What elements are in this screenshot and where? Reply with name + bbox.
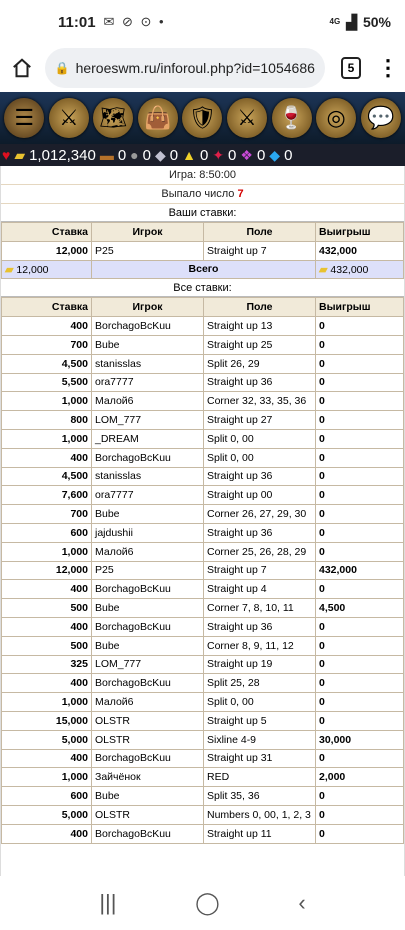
table-row	[2, 542, 404, 561]
bet-amount: 400	[2, 674, 92, 693]
notification-icons: ✉ ⊘ ⊙ •	[103, 14, 166, 29]
bet-amount: 400	[2, 824, 92, 843]
player-name[interactable]: Bube	[92, 787, 204, 806]
winnings: 432,000	[316, 561, 404, 580]
bet-amount: 500	[2, 599, 92, 618]
player-name[interactable]: BorchagoBcKuu	[92, 580, 204, 599]
bet-amount: 4,500	[2, 467, 92, 486]
winnings: 0	[316, 787, 404, 806]
table-row	[2, 241, 404, 260]
mercury-icon: ◆	[154, 146, 166, 163]
table-row	[2, 467, 404, 486]
table-row	[2, 599, 404, 618]
bet-amount: 15,000	[2, 711, 92, 730]
winnings: 0	[316, 580, 404, 599]
warrior-icon[interactable]: ⚔	[49, 98, 89, 138]
table-row	[2, 448, 404, 467]
status-time: 11:01	[58, 13, 96, 31]
winnings: 0	[316, 411, 404, 430]
bet-field: Straight up 36	[204, 523, 316, 542]
player-name[interactable]: Bube	[92, 335, 204, 354]
winnings: 0	[316, 749, 404, 768]
shield-icon[interactable]: 🛡	[182, 98, 222, 138]
winnings: 0	[316, 373, 404, 392]
gems-icon: ❖	[240, 146, 253, 163]
battery-level: 50%	[362, 14, 391, 30]
bet-field: Straight up 27	[204, 411, 316, 430]
table-row	[2, 505, 404, 524]
sulfur-icon: ▲	[182, 147, 196, 163]
column-header: Игрок	[92, 298, 204, 317]
total-win-value: 432,000	[330, 263, 369, 276]
swords-icon[interactable]: ⚔	[227, 98, 267, 138]
bet-amount: 400	[2, 617, 92, 636]
menu-icon[interactable]: ☰	[4, 98, 44, 138]
wood-icon: ▬	[99, 147, 114, 163]
bet-amount: 5,000	[2, 730, 92, 749]
table-row	[2, 824, 404, 843]
player-name[interactable]: jajdushii	[92, 523, 204, 542]
bet-amount: 700	[2, 505, 92, 524]
winnings: 0	[316, 335, 404, 354]
resource-value: 0	[169, 146, 179, 164]
winnings: 2,000	[316, 768, 404, 787]
resource-value: 0	[228, 146, 237, 164]
roulette-icon[interactable]: ◎	[316, 98, 356, 138]
table-row	[2, 693, 404, 712]
player-name[interactable]: ora7777	[92, 373, 204, 392]
back-icon[interactable]: ‹	[298, 890, 306, 915]
player-name[interactable]: BorchagoBcKuu	[92, 448, 204, 467]
bet-field: Straight up 19	[204, 655, 316, 674]
bet-amount: 7,600	[2, 486, 92, 505]
address-bar[interactable]	[45, 48, 325, 88]
bet-field: Straight up 00	[204, 486, 316, 505]
player-name[interactable]: BorchagoBcKuu	[92, 749, 204, 768]
player-name[interactable]: OLSTR	[92, 730, 204, 749]
bet-field: Corner 25, 26, 28, 29	[204, 542, 316, 561]
winnings: 0	[316, 711, 404, 730]
bet-amount: 600	[2, 523, 92, 542]
map-icon[interactable]: 🗺	[93, 98, 133, 138]
my-bets-table	[1, 222, 404, 279]
bet-field: RED	[204, 768, 316, 787]
bet-field: Straight up 7	[204, 241, 316, 260]
gold-icon: ▰	[319, 263, 328, 276]
table-row	[2, 655, 404, 674]
player-name[interactable]: Малой6	[92, 542, 204, 561]
winnings: 0	[316, 486, 404, 505]
table-row	[2, 335, 404, 354]
gold-icon: ▰	[5, 263, 14, 276]
player-name[interactable]: Bube	[92, 599, 204, 618]
bet-amount: 400	[2, 749, 92, 768]
resource-value: 0	[256, 146, 266, 164]
winnings: 0	[316, 354, 404, 373]
column-header: Поле	[204, 223, 316, 242]
bet-field: Straight up 4	[204, 580, 316, 599]
bet-field: Split 35, 36	[204, 787, 316, 806]
winnings: 0	[316, 655, 404, 674]
bet-field: Straight up 36	[204, 467, 316, 486]
game-nav-bar	[0, 92, 405, 144]
winnings: 4,500	[316, 599, 404, 618]
winnings: 0	[316, 448, 404, 467]
bet-field: Split 26, 29	[204, 354, 316, 373]
bet-amount: 500	[2, 636, 92, 655]
game-time: Игра: 8:50:00	[1, 166, 404, 185]
column-header: Поле	[204, 298, 316, 317]
heart-icon: ♥	[2, 147, 11, 163]
total-win	[316, 260, 404, 279]
player-name[interactable]: BorchagoBcKuu	[92, 674, 204, 693]
browser-menu-icon[interactable]: ⋮	[377, 55, 399, 80]
bet-amount: 5,000	[2, 805, 92, 824]
lock-icon: 🔒	[54, 61, 70, 75]
total-stake	[2, 260, 92, 279]
bet-field: Straight up 13	[204, 317, 316, 336]
player-name[interactable]: Bube	[92, 636, 204, 655]
status-bar	[0, 0, 405, 44]
bet-amount: 400	[2, 317, 92, 336]
resource-value: 0	[117, 146, 127, 164]
bet-field: Split 0, 00	[204, 448, 316, 467]
winnings: 0	[316, 467, 404, 486]
table-row	[2, 411, 404, 430]
winnings: 0	[316, 674, 404, 693]
android-nav-bar	[0, 876, 405, 930]
winnings: 0	[316, 805, 404, 824]
bet-field: Corner 26, 27, 29, 30	[204, 505, 316, 524]
all-bets-title: Все ставки:	[1, 279, 404, 297]
status-right	[330, 14, 391, 31]
total-row	[2, 260, 404, 279]
bet-amount: 800	[2, 411, 92, 430]
winnings: 0	[316, 636, 404, 655]
player-name[interactable]: BorchagoBcKuu	[92, 317, 204, 336]
bet-field: Split 0, 00	[204, 693, 316, 712]
crystal-icon: ✦	[212, 146, 225, 163]
player-name[interactable]: _DREAM	[92, 429, 204, 448]
bet-field: Corner 7, 8, 10, 11	[204, 599, 316, 618]
player-name[interactable]: Зайчёнок	[92, 768, 204, 787]
winnings: 0	[316, 429, 404, 448]
column-header: Ставка	[2, 298, 92, 317]
table-row	[2, 805, 404, 824]
signal-icon: ▟	[346, 13, 357, 30]
winnings: 0	[316, 542, 404, 561]
table-row	[2, 486, 404, 505]
bet-field: Straight up 5	[204, 711, 316, 730]
total-stake-value: 12,000	[16, 263, 49, 276]
ore-icon: ●	[130, 147, 139, 163]
tavern-icon[interactable]: 🍷	[272, 98, 312, 138]
table-row	[2, 523, 404, 542]
bet-field: Corner 8, 9, 11, 12	[204, 636, 316, 655]
player-name[interactable]: BorchagoBcKuu	[92, 824, 204, 843]
bet-field: Sixline 4-9	[204, 730, 316, 749]
table-row	[2, 730, 404, 749]
all-bets-table	[1, 297, 404, 843]
player-name[interactable]: Малой6	[92, 693, 204, 712]
recent-apps-icon[interactable]: |||	[99, 890, 117, 915]
home-circle-icon[interactable]: ◯	[195, 890, 220, 915]
player-name[interactable]: stanisslas	[92, 354, 204, 373]
table-row	[2, 617, 404, 636]
player-name[interactable]: ora7777	[92, 486, 204, 505]
bet-field: Straight up 31	[204, 749, 316, 768]
player-name[interactable]: BorchagoBcKuu	[92, 617, 204, 636]
url-text: heroeswm.ru/inforoul.php?id=1054686	[75, 60, 315, 76]
resource-value: 0	[284, 146, 293, 164]
network-icon: 4G	[329, 17, 341, 26]
player-name[interactable]: Bube	[92, 505, 204, 524]
browser-toolbar	[0, 44, 405, 92]
table-row	[2, 392, 404, 411]
bet-field: Straight up 7	[204, 561, 316, 580]
resource-bar	[0, 144, 405, 166]
bet-field: Straight up 36	[204, 373, 316, 392]
player-name[interactable]: P25	[92, 241, 204, 260]
total-label: Всего	[92, 260, 316, 279]
home-button[interactable]	[8, 52, 37, 84]
bet-amount: 1,000	[2, 693, 92, 712]
winnings: 0	[316, 617, 404, 636]
player-name[interactable]: OLSTR	[92, 711, 204, 730]
table-row	[2, 674, 404, 693]
bag-icon[interactable]: 👜	[138, 98, 178, 138]
bet-amount: 1,000	[2, 429, 92, 448]
roulette-info	[0, 166, 405, 876]
table-row	[2, 787, 404, 806]
chat-icon[interactable]: 💬	[361, 98, 401, 138]
my-bets-title: Ваши ставки:	[1, 204, 404, 222]
winnings: 0	[316, 505, 404, 524]
bet-field: Corner 32, 33, 35, 36	[204, 392, 316, 411]
winnings: 432,000	[316, 241, 404, 260]
winnings: 0	[316, 317, 404, 336]
column-header: Ставка	[2, 223, 92, 242]
player-name[interactable]: Малой6	[92, 392, 204, 411]
bet-field: Numbers 0, 00, 1, 2, 3	[204, 805, 316, 824]
bet-amount: 1,000	[2, 542, 92, 561]
player-name[interactable]: LOM_777	[92, 655, 204, 674]
table-row	[2, 749, 404, 768]
resource-value: 0	[142, 146, 151, 164]
result-line	[1, 185, 404, 204]
column-header: Игрок	[92, 223, 204, 242]
table-row	[2, 711, 404, 730]
bet-field: Straight up 11	[204, 824, 316, 843]
table-row	[2, 580, 404, 599]
home-icon	[11, 57, 33, 79]
bet-amount: 4,500	[2, 354, 92, 373]
bet-amount: 700	[2, 335, 92, 354]
result-number: 7	[237, 188, 244, 200]
player-name[interactable]: LOM_777	[92, 411, 204, 430]
diamond-icon: ◆	[269, 146, 281, 163]
bet-field: Split 25, 28	[204, 674, 316, 693]
tab-switcher-button[interactable]: 5	[341, 57, 361, 79]
table-row	[2, 561, 404, 580]
resource-value: 0	[199, 146, 209, 164]
table-row	[2, 317, 404, 336]
column-header: Выигрыш	[316, 298, 404, 317]
bet-field: Split 0, 00	[204, 429, 316, 448]
bet-amount: 1,000	[2, 768, 92, 787]
table-row	[2, 429, 404, 448]
winnings: 0	[316, 523, 404, 542]
bet-amount: 600	[2, 787, 92, 806]
result-label: Выпало число	[161, 188, 235, 200]
bet-amount: 12,000	[2, 241, 92, 260]
table-row	[2, 373, 404, 392]
bet-amount: 12,000	[2, 561, 92, 580]
table-row	[2, 768, 404, 787]
winnings: 0	[316, 824, 404, 843]
player-name[interactable]: stanisslas	[92, 467, 204, 486]
player-name[interactable]: P25	[92, 561, 204, 580]
winnings: 0	[316, 392, 404, 411]
bet-amount: 5,500	[2, 373, 92, 392]
table-row	[2, 354, 404, 373]
table-row	[2, 636, 404, 655]
bet-amount: 325	[2, 655, 92, 674]
player-name[interactable]: OLSTR	[92, 805, 204, 824]
bet-amount: 400	[2, 580, 92, 599]
gold-icon: ▰	[14, 146, 26, 163]
winnings: 30,000	[316, 730, 404, 749]
resource-value: 1,012,340	[29, 146, 96, 164]
bet-field: Straight up 25	[204, 335, 316, 354]
bet-amount: 1,000	[2, 392, 92, 411]
column-header: Выигрыш	[316, 223, 404, 242]
bet-field: Straight up 36	[204, 617, 316, 636]
winnings: 0	[316, 693, 404, 712]
bet-amount: 400	[2, 448, 92, 467]
